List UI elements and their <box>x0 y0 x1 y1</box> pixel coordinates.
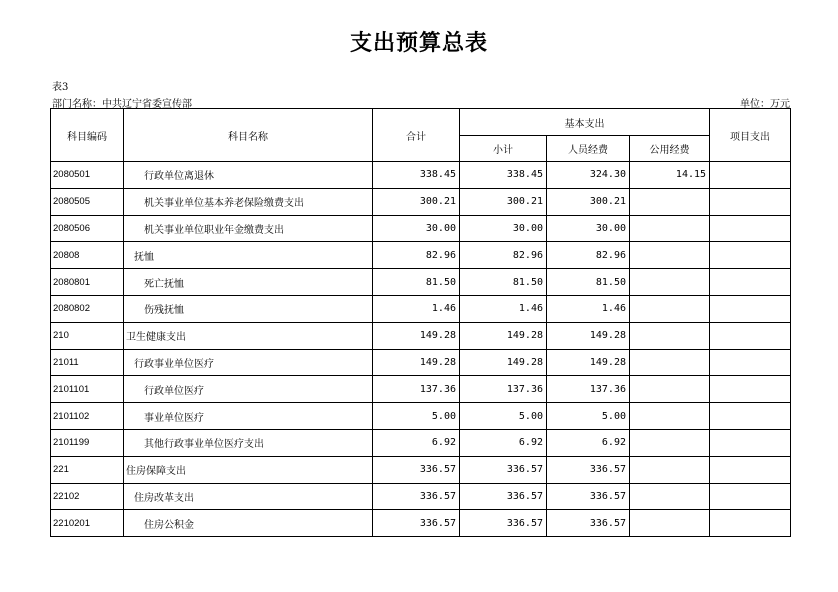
cell-project <box>710 376 791 403</box>
cell-public <box>630 483 710 510</box>
table-row <box>51 295 791 322</box>
cell-subtotal: 336.57 <box>460 456 547 483</box>
cell-subtotal: 5.00 <box>460 403 547 430</box>
cell-code: 2080505 <box>51 188 124 215</box>
cell-code: 2210201 <box>51 510 124 537</box>
cell-public <box>630 403 710 430</box>
cell-project <box>710 215 791 242</box>
cell-subtotal: 300.21 <box>460 188 547 215</box>
cell-code: 2080501 <box>51 162 124 189</box>
cell-public <box>630 456 710 483</box>
cell-code: 20808 <box>51 242 124 269</box>
cell-total: 149.28 <box>373 322 460 349</box>
cell-total: 300.21 <box>373 188 460 215</box>
page-title: 支出预算总表 <box>349 30 488 56</box>
cell-project <box>710 456 791 483</box>
cell-project <box>710 242 791 269</box>
cell-total: 30.00 <box>373 215 460 242</box>
cell-public <box>630 188 710 215</box>
cell-personnel: 336.57 <box>547 483 630 510</box>
cell-subtotal: 82.96 <box>460 242 547 269</box>
cell-subtotal: 149.28 <box>460 322 547 349</box>
cell-code: 210 <box>51 322 124 349</box>
header-subtotal: 小计 <box>460 136 547 162</box>
table-row <box>51 510 791 537</box>
cell-total: 81.50 <box>373 269 460 296</box>
cell-personnel: 82.96 <box>547 242 630 269</box>
cell-public <box>630 349 710 376</box>
cell-project <box>710 483 791 510</box>
department-label: 部门名称：中共辽宁省委宣传部 <box>52 99 192 110</box>
cell-public <box>630 242 710 269</box>
cell-public <box>630 322 710 349</box>
cell-name: 行政事业单位医疗 <box>124 349 373 376</box>
cell-total: 338.45 <box>373 162 460 189</box>
cell-name: 伤残抚恤 <box>124 295 373 322</box>
unit-label: 单位：万元 <box>740 99 790 110</box>
cell-personnel: 300.21 <box>547 188 630 215</box>
cell-total: 336.57 <box>373 510 460 537</box>
cell-personnel: 1.46 <box>547 295 630 322</box>
cell-subtotal: 338.45 <box>460 162 547 189</box>
cell-public <box>630 429 710 456</box>
table-row <box>51 376 791 403</box>
header-name: 科目名称 <box>124 109 373 162</box>
cell-personnel: 324.30 <box>547 162 630 189</box>
table-row <box>51 269 791 296</box>
cell-code: 2080506 <box>51 215 124 242</box>
cell-code: 2101199 <box>51 429 124 456</box>
cell-public <box>630 269 710 296</box>
cell-personnel: 149.28 <box>547 322 630 349</box>
header-public: 公用经费 <box>630 136 710 162</box>
table-row <box>51 483 791 510</box>
cell-personnel: 137.36 <box>547 376 630 403</box>
table-row <box>51 403 791 430</box>
cell-public <box>630 510 710 537</box>
table-row <box>51 162 791 189</box>
cell-code: 2080801 <box>51 269 124 296</box>
cell-name: 机关事业单位职业年金缴费支出 <box>124 215 373 242</box>
cell-personnel: 336.57 <box>547 510 630 537</box>
table-row <box>51 456 791 483</box>
cell-name: 行政单位医疗 <box>124 376 373 403</box>
cell-subtotal: 336.57 <box>460 510 547 537</box>
header-personnel: 人员经费 <box>547 136 630 162</box>
cell-personnel: 5.00 <box>547 403 630 430</box>
table-row <box>51 215 791 242</box>
cell-project <box>710 322 791 349</box>
cell-name: 行政单位离退休 <box>124 162 373 189</box>
cell-personnel: 149.28 <box>547 349 630 376</box>
cell-total: 5.00 <box>373 403 460 430</box>
cell-project <box>710 510 791 537</box>
cell-name: 卫生健康支出 <box>124 322 373 349</box>
cell-personnel: 30.00 <box>547 215 630 242</box>
cell-total: 82.96 <box>373 242 460 269</box>
cell-name: 住房公积金 <box>124 510 373 537</box>
cell-project <box>710 269 791 296</box>
header-project: 项目支出 <box>710 109 791 162</box>
cell-personnel: 6.92 <box>547 429 630 456</box>
cell-personnel: 336.57 <box>547 456 630 483</box>
cell-name: 住房保障支出 <box>124 456 373 483</box>
cell-public <box>630 295 710 322</box>
cell-subtotal: 1.46 <box>460 295 547 322</box>
cell-name: 其他行政事业单位医疗支出 <box>124 429 373 456</box>
cell-project <box>710 295 791 322</box>
table-number: 表3 <box>52 82 69 93</box>
cell-code: 22102 <box>51 483 124 510</box>
cell-subtotal: 336.57 <box>460 483 547 510</box>
header-code: 科目编码 <box>51 109 124 162</box>
cell-project <box>710 403 791 430</box>
cell-name: 死亡抚恤 <box>124 269 373 296</box>
cell-name: 住房改革支出 <box>124 483 373 510</box>
cell-code: 2080802 <box>51 295 124 322</box>
cell-subtotal: 81.50 <box>460 269 547 296</box>
cell-total: 336.57 <box>373 483 460 510</box>
cell-total: 137.36 <box>373 376 460 403</box>
budget-table <box>50 108 791 537</box>
table-row <box>51 429 791 456</box>
table-row <box>51 322 791 349</box>
table-row <box>51 349 791 376</box>
cell-personnel: 81.50 <box>547 269 630 296</box>
cell-project <box>710 429 791 456</box>
cell-subtotal: 30.00 <box>460 215 547 242</box>
table-row <box>51 242 791 269</box>
cell-total: 6.92 <box>373 429 460 456</box>
cell-name: 机关事业单位基本养老保险缴费支出 <box>124 188 373 215</box>
cell-name: 事业单位医疗 <box>124 403 373 430</box>
cell-total: 149.28 <box>373 349 460 376</box>
cell-subtotal: 137.36 <box>460 376 547 403</box>
cell-project <box>710 162 791 189</box>
cell-project <box>710 188 791 215</box>
cell-code: 2101102 <box>51 403 124 430</box>
header-total: 合计 <box>373 109 460 162</box>
header-basic: 基本支出 <box>460 109 710 136</box>
cell-code: 21011 <box>51 349 124 376</box>
cell-name: 抚恤 <box>124 242 373 269</box>
cell-total: 1.46 <box>373 295 460 322</box>
table-row <box>51 188 791 215</box>
cell-public <box>630 215 710 242</box>
cell-public <box>630 376 710 403</box>
cell-subtotal: 6.92 <box>460 429 547 456</box>
cell-total: 336.57 <box>373 456 460 483</box>
cell-project <box>710 349 791 376</box>
cell-code: 2101101 <box>51 376 124 403</box>
cell-public: 14.15 <box>630 162 710 189</box>
cell-subtotal: 149.28 <box>460 349 547 376</box>
cell-code: 221 <box>51 456 124 483</box>
